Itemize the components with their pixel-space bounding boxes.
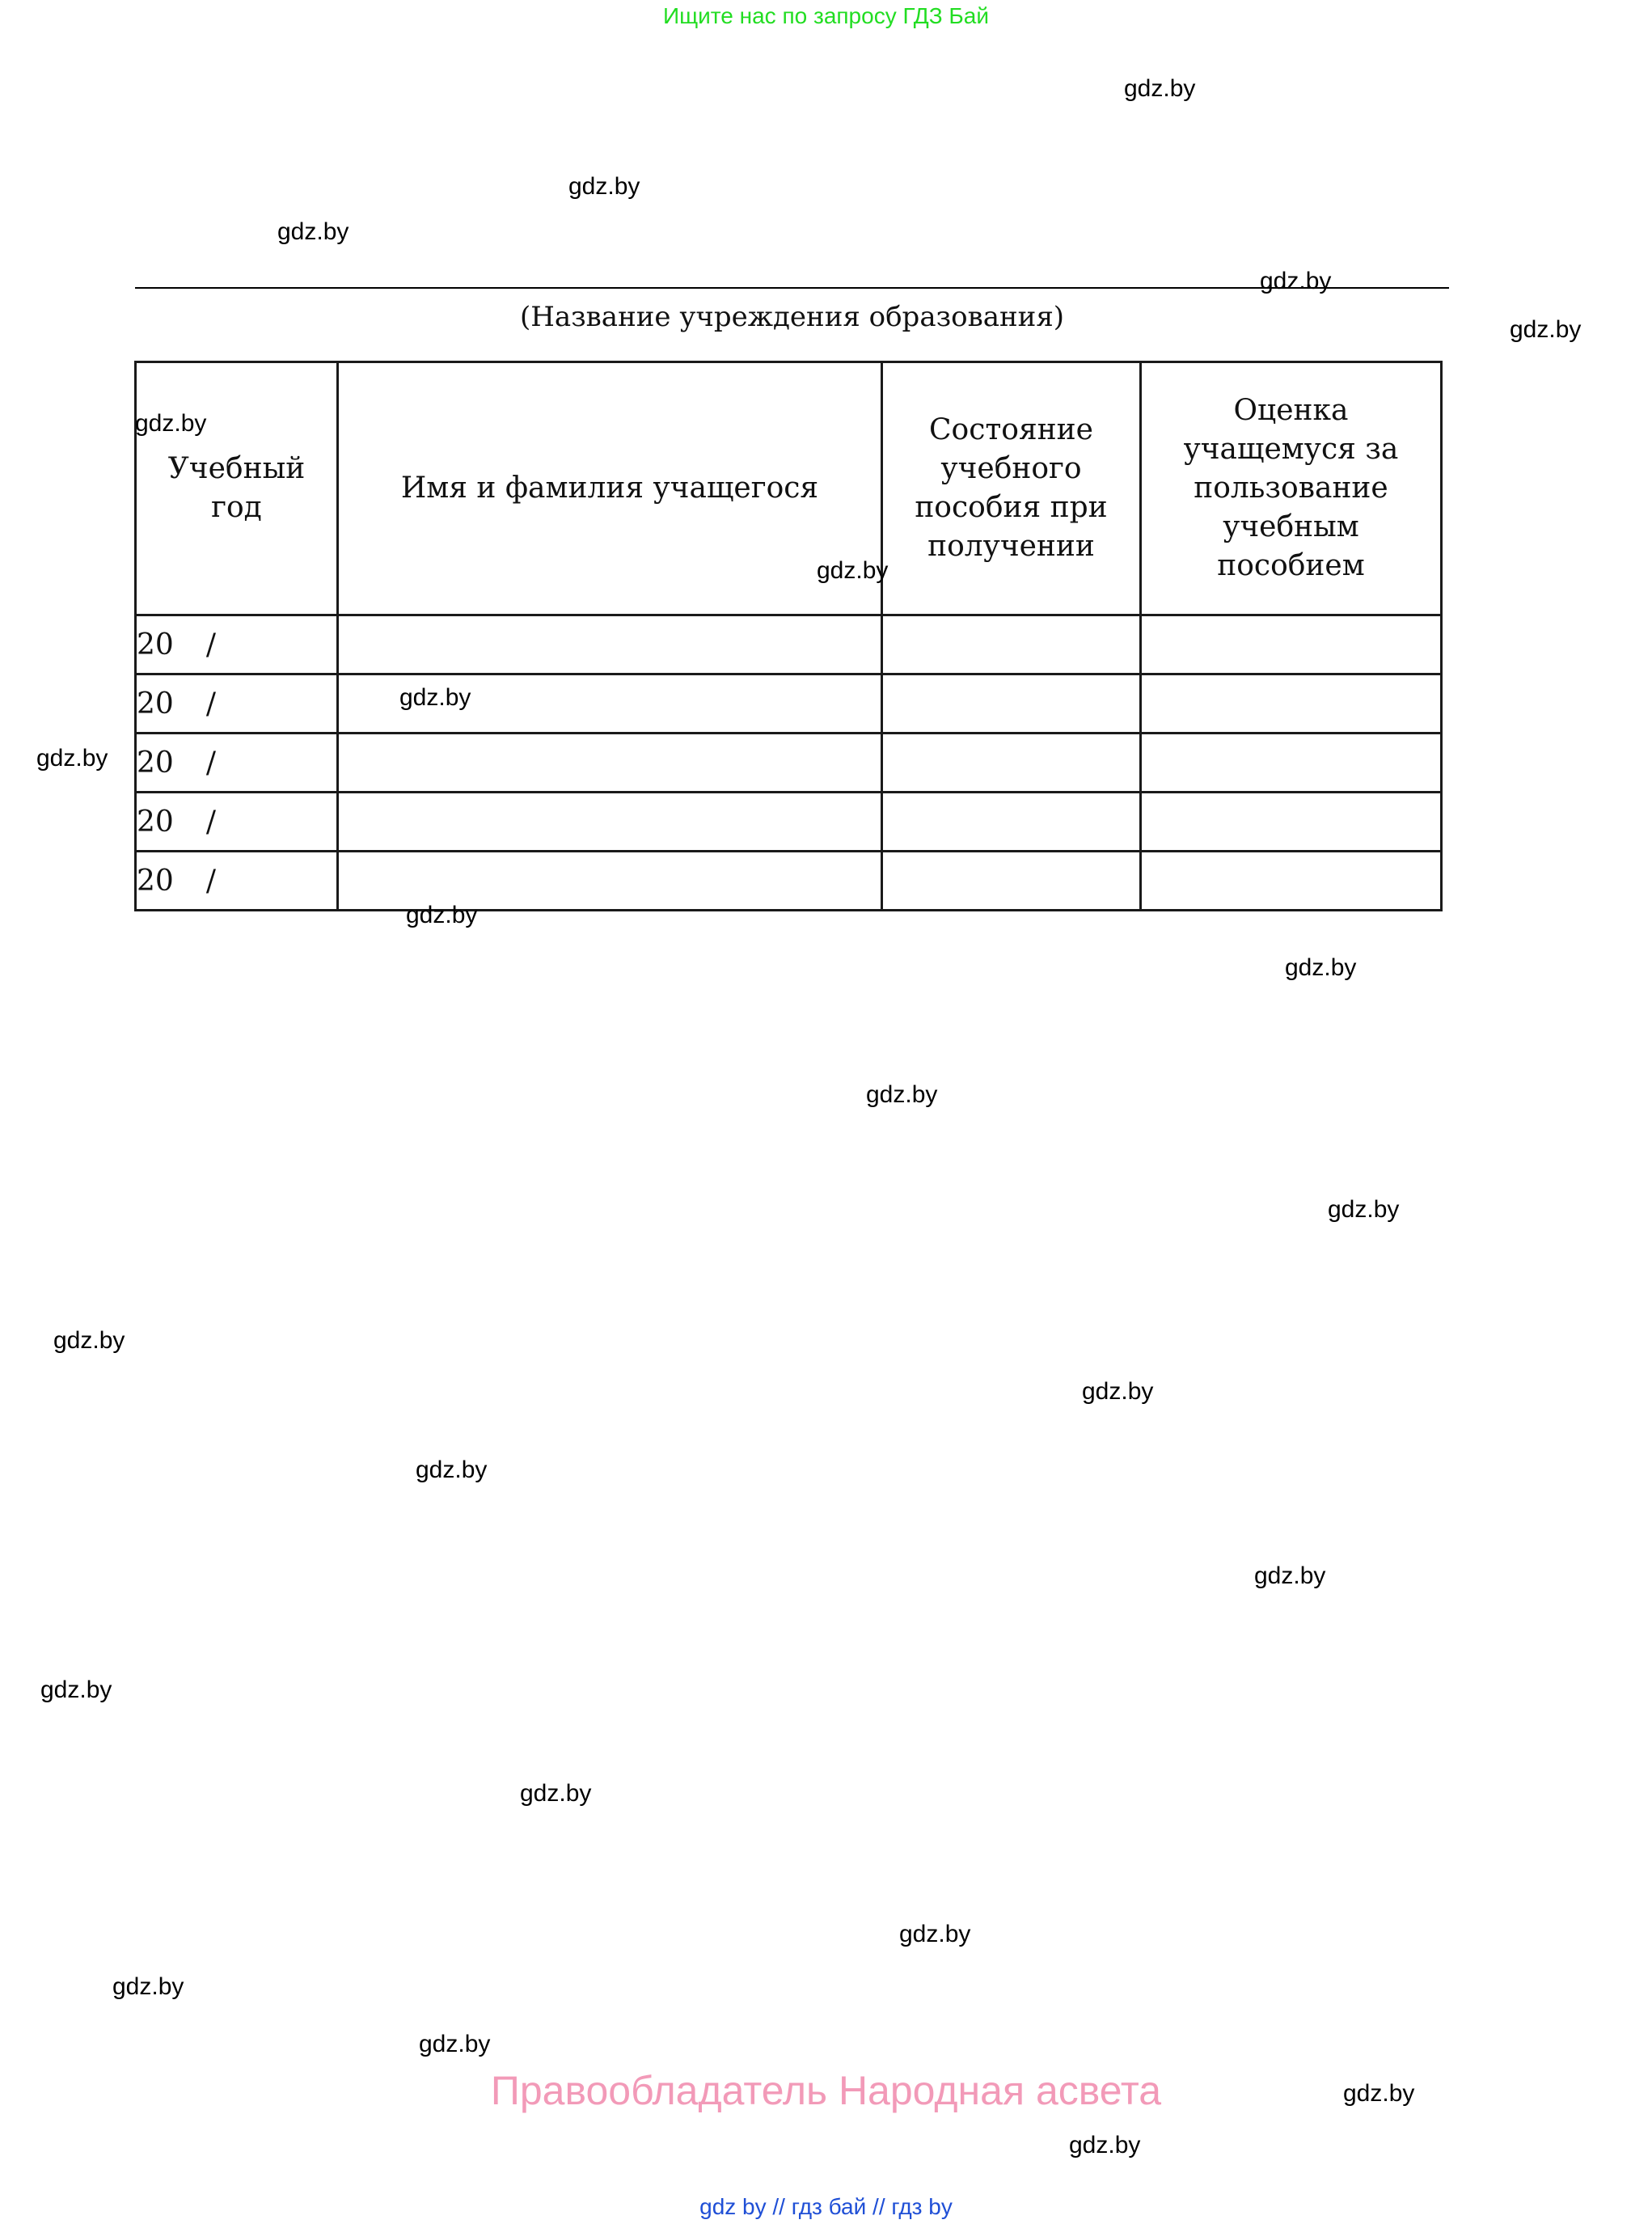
watermark: gdz.by [112,1973,184,2000]
name-cell [338,793,882,852]
watermark: gdz.by [1082,1378,1154,1405]
watermark: gdz.by [135,410,207,437]
name-cell [338,615,882,674]
header-condition-on-receipt: Состояние учебного пособия при получении [882,362,1141,615]
watermark: gdz.by [1254,1562,1326,1589]
watermark: gdz.by [406,902,478,928]
watermark: gdz.by [36,745,108,772]
top-banner[interactable]: Ищите нас по запросу ГДЗ Бай [662,3,990,28]
condition-cell [882,793,1141,852]
watermark: gdz.by [1260,268,1332,294]
watermark: gdz.by [40,1676,112,1703]
watermark: gdz.by [399,684,471,711]
watermark: gdz.by [1069,2132,1141,2158]
name-cell [338,734,882,793]
watermark: gdz.by [419,2031,491,2057]
year-cell: 20 / [136,793,338,852]
watermark: gdz.by [1285,954,1357,981]
watermark: gdz.by [1124,75,1196,102]
watermark: gdz.by [866,1081,938,1108]
watermark: gdz.by [1510,316,1582,343]
grade-cell [1141,852,1442,911]
table-row [136,793,1442,852]
watermark: gdz.by [899,1921,971,1947]
watermark: gdz.by [520,1780,592,1807]
table-row [136,615,1442,674]
header-school-year: Учебный год [136,362,338,615]
watermark: gdz.by [416,1457,488,1483]
grade-cell [1141,615,1442,674]
table-row [136,674,1442,734]
grade-cell [1141,674,1442,734]
header-student-name: Имя и фамилия учащегося [338,362,882,615]
watermark: gdz.by [817,557,889,584]
table-row [136,734,1442,793]
watermark: gdz.by [1328,1196,1400,1223]
condition-cell [882,852,1141,911]
table-header-row [136,362,1442,615]
condition-cell [882,734,1141,793]
watermark: gdz.by [53,1327,125,1354]
year-cell: 20 / [136,852,338,911]
copyright-notice: Правообладатель Народная асвета [490,2068,1162,2113]
grade-cell [1141,793,1442,852]
textbook-usage-table [134,361,1443,911]
footer-links[interactable]: gdz by // гдз бай // гдз by [699,2194,953,2219]
header-student-grade: Оценка учащемуся за пользование учебным пособием [1141,362,1442,615]
institution-name-line [135,287,1449,289]
year-cell: 20 / [136,734,338,793]
watermark: gdz.by [1343,2080,1415,2107]
year-cell: 20 / [136,615,338,674]
watermark: gdz.by [277,218,349,245]
institution-caption: (Название учреждения образования) [519,301,1065,333]
grade-cell [1141,734,1442,793]
watermark: gdz.by [568,173,640,200]
condition-cell [882,615,1141,674]
year-cell: 20 / [136,674,338,734]
condition-cell [882,674,1141,734]
table-row [136,852,1442,911]
